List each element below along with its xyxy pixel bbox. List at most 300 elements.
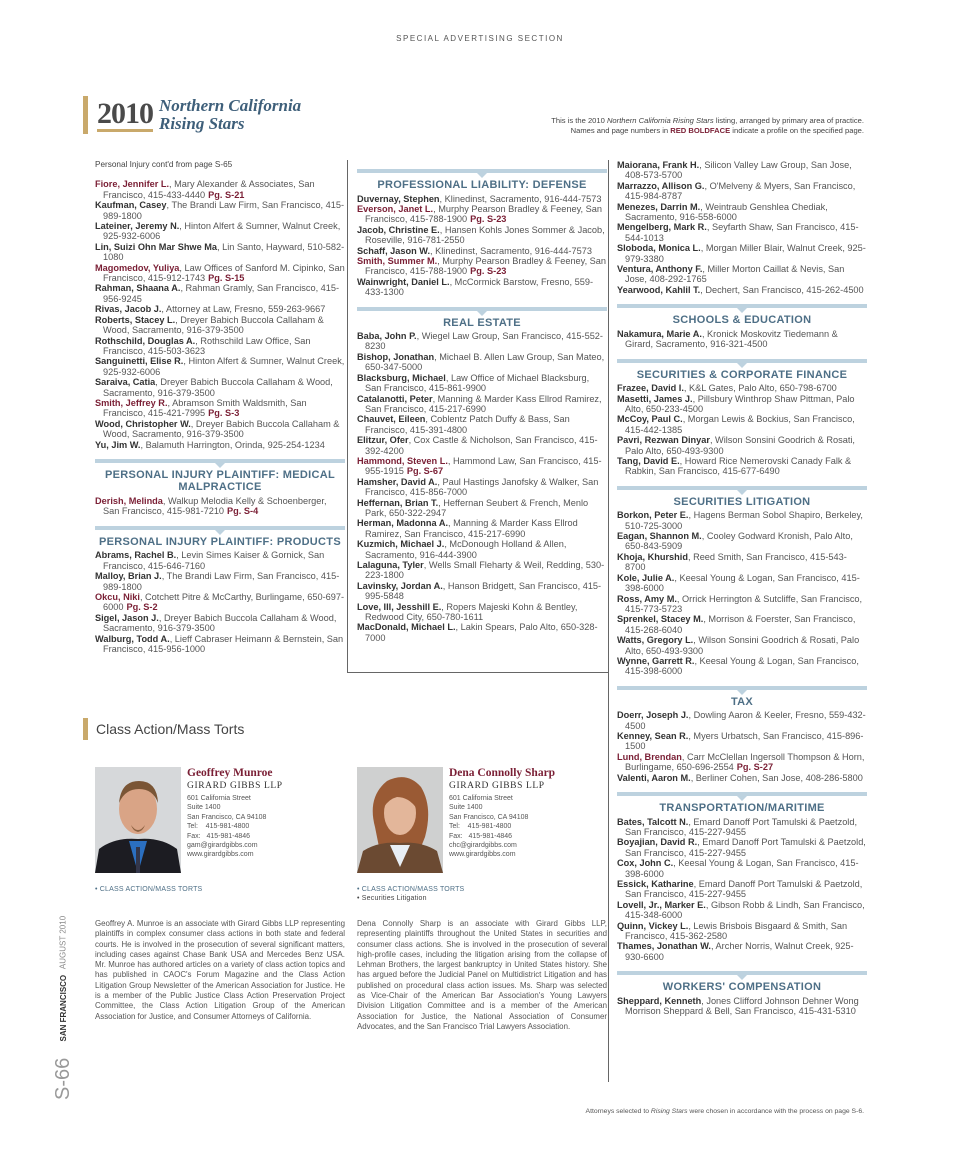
attorney-entry: Sloboda, Monica L., Morgan Miller Blair, Walnut Creek, 925-979-3380 <box>617 243 866 264</box>
website-link[interactable]: www.girardgibbs.com <box>187 851 254 859</box>
page-number: S-66 <box>52 1057 74 1100</box>
attorney-detail: Keesal Young & Logan, San Francisco, 415-398-6000 <box>625 655 859 677</box>
attorney-name: Kuzmich, Michael J. <box>357 539 445 550</box>
attorney-entry: Duvernay, Stephen, Klinedinst, Sacramento, 916-444-7573 <box>357 193 602 204</box>
attorney-entry: Sheppard, Kenneth, Jones Clifford Johnson Dehner Wong Morrison Sheppard & Bell, San Francisco, 415-431-5310 <box>617 995 859 1017</box>
column-divider <box>347 160 348 672</box>
attorney-entry: Yearwood, Kahlil T., Dechert, San Francisco, 415-262-4500 <box>617 284 864 295</box>
attorney-entry: Hammond, Steven L., Hammond Law, San Francisco, 415-955-1915 Pg. S-67 <box>357 455 602 477</box>
practice-tags: • CLASS ACTION/MASS TORTS • Securities Litigation <box>357 886 465 902</box>
attorney-detail: Wilson Sonsini Goodrich & Rosati, Palo Alto, 650-493-9300 <box>625 635 860 656</box>
attorney-detail: Manning & Marder Kass Ellrod Ramirez, San Francisco, 415-217-6990 <box>365 393 602 414</box>
attorney-entry: Lovell, Jr., Marker E., Gibson Robb & Lindh, San Francisco, 415-348-6000 <box>617 899 865 921</box>
attorney-entry: Blacksburg, Michael, Law Office of Michael Blacksburg, San Francisco, 415-861-9900 <box>357 372 590 394</box>
attorney-name: Fiore, Jennifer L. <box>95 179 170 190</box>
profile-page-ref[interactable]: Pg. S-23 <box>470 214 507 225</box>
profile-bio: Geoffrey A. Munroe is an associate with Girard Gibbs LLP representing plaintiffs in complex consumer class actions in both state and federal courts. He is involved in the prosecution of several significant matters, including cases against Chase Bank USA and Mercedes Benz USA. Mr. Munroe has authored articles on a variety of class action topics and has published in CAOC's Forum Magazine and the Class Action Litigation Group Newsletter of the American Association for Justice. He is a member of the Public Justice Class Action Preservation Project Committee, the Class Action Litigation Group of the American Association for Justice, and Consumer Attorneys of California. <box>95 919 345 1021</box>
attorney-detail: Reed Smith, San Francisco, 415-543-8700 <box>625 551 847 573</box>
attorney-name: Wood, Christopher W. <box>95 418 191 429</box>
section-rule <box>95 459 345 463</box>
attorney-name: Chauvet, Eileen <box>357 414 426 425</box>
attorney-entry: Watts, Gregory L., Wilson Sonsini Goodrich & Rosati, Palo Alto, 650-493-9300 <box>617 635 860 656</box>
footer-note: Attorneys selected to Rising Stars were chosen in accordance with the process on page S-6. <box>585 1108 864 1115</box>
attorney-name: Walburg, Todd A. <box>95 633 170 644</box>
attorney-entry: Sanguinetti, Elise R., Hinton Alfert & Sumner, Walnut Creek, 925-932-6006 <box>95 356 345 377</box>
attorney-detail: Silicon Valley Law Group, San Jose, 408-573-5700 <box>625 160 852 181</box>
firm-name: GIRARD GIBBS LLP <box>449 781 545 791</box>
attorney-detail: Hansen Kohls Jones Sommer & Jacob, Roseville, 916-781-2550 <box>365 224 605 246</box>
attorney-detail: Walkup Melodia Kelly & Schoenberger, San Francisco, 415-981-7210 <box>103 495 327 517</box>
attorney-detail: Hanson Bridgett, San Francisco, 415-995-5848 <box>365 580 602 602</box>
attorney-entry: Marrazzo, Allison G., O'Melveny & Myers, San Francisco, 415-984-8787 <box>617 180 856 202</box>
section-heading: SECURITIES LITIGATION <box>673 495 811 508</box>
attorney-name: Bishop, Jonathan <box>357 351 435 362</box>
practice-section <box>357 307 607 644</box>
attorney-name: Jacob, Christine E. <box>357 224 440 235</box>
attorney-detail: Keesal Young & Logan, San Francisco, 415-398-6000 <box>625 858 859 879</box>
attorney-name: Valenti, Aaron M. <box>617 772 691 783</box>
attorney-detail: Michael B. Allen Law Group, San Mateo, 650-347-5000 <box>365 351 605 373</box>
attorney-name: Blacksburg, Michael <box>357 372 446 383</box>
attorney-entry: Elitzur, Ofer, Cox Castle & Nicholson, San Francisco, 415-392-4200 <box>357 435 598 456</box>
attorney-name: Sprenkel, Stacey M. <box>617 614 704 625</box>
attorney-name: Abrams, Rachel B. <box>95 550 177 561</box>
practice-section <box>95 526 345 655</box>
attorney-entry: Quinn, Vickey L., Lewis Brisbois Bisgaard & Smith, San Francisco, 415-362-2580 <box>617 920 848 942</box>
firm-name: GIRARD GIBBS LLP <box>187 781 283 791</box>
attorney-name: Catalanotti, Peter <box>357 393 433 404</box>
attorney-entry: Essick, Katharine, Emard Danoff Port Tamulski & Paetzold, San Francisco, 415-227-9455 <box>617 879 863 900</box>
attorney-detail: Miller Morton Caillat & Nevis, San Jose, 408-292-1765 <box>625 264 845 285</box>
attorney-detail: Wiegel Law Group, San Francisco, 415-552-8230 <box>365 331 603 352</box>
attorney-entry: Mengelberg, Mark R., Seyfarth Shaw, San Francisco, 415-544-1013 <box>617 222 859 243</box>
attorney-entry: Smith, Jeffrey R., Abramson Smith Waldsmith, San Francisco, 415-421-7995 Pg. S-3 <box>95 397 307 419</box>
attorney-name: Kenney, Sean R. <box>617 731 689 742</box>
profile-name: Geoffrey Munroe <box>187 767 273 779</box>
gold-bar <box>83 718 88 740</box>
attorney-detail: McCormick Barstow, Fresno, 559-433-1300 <box>365 276 594 298</box>
attorney-entry: Maiorana, Frank H., Silicon Valley Law Group, San Jose, 408-573-5700 <box>617 160 852 181</box>
attorney-entry: MacDonald, Michael L., Lakin Spears, Palo Alto, 650-328-7000 <box>357 622 598 643</box>
attorney-name: Love, III, Jesshill E. <box>357 601 442 612</box>
attorney-name: Lund, Brendan <box>617 751 682 762</box>
attorney-name: Khoja, Khurshid <box>617 551 688 562</box>
section-rule <box>95 526 345 530</box>
attorney-detail: Klinedinst, Sacramento, 916-444-7573 <box>444 193 602 204</box>
attorney-name: Rivas, Jacob J. <box>95 304 162 315</box>
attorney-name: Bates, Talcott N. <box>617 816 689 827</box>
attorney-entry: Smith, Summer M., Murphy Pearson Bradley & Feeney, San Francisco, 415-788-1900 Pg. S-23 <box>357 255 607 277</box>
listing-column-3 <box>617 160 867 1017</box>
attorney-entry: Herman, Madonna A., Manning & Marder Kass Ellrod Ramirez, San Francisco, 415-217-6990 <box>357 518 578 539</box>
attorney-name: Everson, Janet L. <box>357 203 434 214</box>
attorney-entry: Bishop, Jonathan, Michael B. Allen Law Group, San Mateo, 650-347-5000 <box>357 351 605 373</box>
practice-section <box>617 486 867 677</box>
section-rule <box>617 686 867 690</box>
attorney-detail: Seyfarth Shaw, San Francisco, 415-544-1013 <box>625 222 859 243</box>
attorney-detail: Dechert, San Francisco, 415-262-4500 <box>705 284 864 295</box>
attorney-detail: Archer Norris, Walnut Creek, 925-930-6600 <box>625 941 854 962</box>
attorney-name: Tang, David E. <box>617 455 680 466</box>
attorney-entry: Roberts, Stacey L., Dreyer Babich Buccola Callaham & Wood, Sacramento, 916-379-3500 <box>95 314 324 336</box>
attorney-detail: Lieff Cabraser Heimann & Bernstein, San Francisco, 415-956-1000 <box>103 633 344 654</box>
attorney-entry: Boyajian, David R., Emard Danoff Port Tamulski & Paetzold, San Francisco, 415-227-9455 <box>617 837 866 858</box>
attorney-detail: Levin Simes Kaiser & Gornick, San Francisco, 415-646-7160 <box>103 550 325 571</box>
attorney-detail: Morgan Miller Blair, Walnut Creek, 925-979-3380 <box>625 243 866 264</box>
practice-section <box>617 304 867 349</box>
attorney-detail: Hinton Alfert & Sumner, Walnut Creek, 925-932-6006 <box>103 356 345 377</box>
section-rule <box>357 169 607 173</box>
attorney-entry: Nakamura, Marie A., Kronick Moskovitz Tiedemann & Girard, Sacramento, 916-321-4500 <box>617 328 838 350</box>
attorney-detail: Murphy Pearson Bradley & Feeney, San Francisco, 415-788-1900 <box>365 255 607 277</box>
listing-column-2 <box>357 160 607 643</box>
attorney-name: Quinn, Vickey L. <box>617 920 689 931</box>
publication-name: SAN FRANCISCO <box>58 974 68 1042</box>
attorney-detail: Pillsbury Winthrop Shaw Pittman, Palo Alto, 650-233-4500 <box>625 393 855 414</box>
attorney-name: Frazee, David I. <box>617 383 684 394</box>
attorney-name: McCoy, Paul C. <box>617 414 683 425</box>
continued-note: Personal Injury cont'd from page S-65 <box>95 160 233 169</box>
attorney-detail: Lewis Brisbois Bisgaard & Smith, San Francisco, 415-362-2580 <box>625 920 848 942</box>
attorney-name: Lavinsky, Jordan A. <box>357 580 443 591</box>
attorney-detail: Dowling Aaron & Keeler, Fresno, 559-432-4500 <box>625 710 866 731</box>
practice-section <box>95 179 345 450</box>
section-heading: SECURITIES & CORPORATE FINANCE <box>636 368 848 381</box>
attorney-detail: O'Melveny & Myers, San Francisco, 415-984-8787 <box>625 180 856 202</box>
attorney-entry: Malloy, Brian J., The Brandi Law Firm, San Francisco, 415-989-1800 <box>95 571 340 592</box>
attorney-name: Sloboda, Monica L. <box>617 243 701 254</box>
attorney-entry: Lavinsky, Jordan A., Hanson Bridgett, San Francisco, 415-995-5848 <box>357 580 602 602</box>
attorney-entry: Menezes, Darrin M., Weintraub Genshlea Chediak, Sacramento, 916-558-6000 <box>617 201 828 223</box>
attorney-name: Herman, Madonna A. <box>357 518 449 529</box>
practice-tags: • CLASS ACTION/MASS TORTS <box>95 886 203 893</box>
attorney-detail: Rahman Gramly, San Francisco, 415-956-9245 <box>103 283 340 304</box>
attorney-entry: Hamsher, David A., Paul Hastings Janofsky & Walker, San Francisco, 415-856-7000 <box>357 476 599 498</box>
class-action-section-title: Class Action/Mass Torts <box>83 718 244 740</box>
attorney-detail: Dreyer Babich Buccola Callaham & Wood, Sacramento, 916-379-3500 <box>103 314 324 336</box>
section-heading: PROFESSIONAL LIABILITY: DEFENSE <box>377 179 587 191</box>
attorney-entry: Lund, Brendan, Carr McClellan Ingersoll Thompson & Horn, Burlingame, 650-696-2554 Pg. S-27 <box>617 751 865 773</box>
attorney-name: Smith, Jeffrey R. <box>95 397 168 408</box>
attorney-entry: Lateiner, Jeremy N., Hinton Alfert & Sumner, Walnut Creek, 925-932-6006 <box>95 221 341 242</box>
attorney-name: Marrazzo, Allison G. <box>617 180 705 191</box>
attorney-name: Rothschild, Douglas A. <box>95 335 196 346</box>
attorney-detail: Gibson Robb & Lindh, San Francisco, 415-348-6000 <box>625 899 865 921</box>
attorney-name: Masetti, James J. <box>617 393 693 404</box>
contact-card: Geoffrey Munroe GIRARD GIBBS LLP 601 California Street Suite 1400 San Francisco, CA 94108 Tel: 415-981-4800 Fax: 415-981-4846 gam@girardgibbs.com www.girardgibbs.com <box>187 767 347 860</box>
section-rule <box>617 971 867 975</box>
attorney-name: Thames, Jonathan W. <box>617 941 711 952</box>
attorney-detail: Attorney at Law, Fresno, 559-263-9667 <box>166 304 326 315</box>
website-link[interactable]: www.girardgibbs.com <box>449 851 516 859</box>
attorney-detail: Kronick Moskovitz Tiedemann & Girard, Sacramento, 916-321-4500 <box>625 328 838 350</box>
attorney-entry: Heffernan, Brian T., Heffernan Seubert & French, Menlo Park, 650-322-2947 <box>357 497 589 518</box>
profile-name: Dena Connolly Sharp <box>449 767 556 779</box>
attorney-detail: Law Offices of Sanford M. Cipinko, San Francisco, 415-912-1743 <box>103 262 345 284</box>
attorney-name: Lin, Suizi Ohn Mar Shwe Ma <box>95 241 217 252</box>
attorney-detail: Klinedinst, Sacramento, 916-444-7573 <box>435 245 592 256</box>
attorney-detail: The Brandi Law Firm, San Francisco, 415-989-1800 <box>103 571 340 592</box>
profile-page-ref[interactable]: Pg. S-21 <box>208 189 245 200</box>
attorney-entry: Wynne, Garrett R., Keesal Young & Logan, San Francisco, 415-398-6000 <box>617 655 859 677</box>
attorney-entry: Valenti, Aaron M., Berliner Cohen, San Jose, 408-286-5800 <box>617 772 863 783</box>
attorney-name: Mengelberg, Mark R. <box>617 222 707 233</box>
practice-section <box>617 792 867 962</box>
attorney-name: Pavri, Rezwan Dinyar <box>617 435 710 446</box>
attorney-name: Hamsher, David A. <box>357 476 438 487</box>
practice-section <box>617 160 867 295</box>
attorney-entry: Ventura, Anthony F., Miller Morton Caillat & Nevis, San Jose, 408-292-1765 <box>617 264 845 285</box>
attorney-entry: Baba, John P., Wiegel Law Group, San Francisco, 415-552-8230 <box>357 331 603 352</box>
attorney-detail: Howard Rice Nemerovski Canady Falk & Rabkin, San Francisco, 415-677-6490 <box>625 455 852 477</box>
attorney-detail: Cox Castle & Nicholson, San Francisco, 415-392-4200 <box>365 435 598 456</box>
contact-card: Dena Connolly Sharp GIRARD GIBBS LLP 601 California Street Suite 1400 San Francisco, CA 94108 Tel: 415-981-4800 Fax: 415-981-4846 chc@girardgibbs.com www.girardgibbs.com <box>449 767 609 860</box>
attorney-entry: McCoy, Paul C., Morgan Lewis & Bockius, San Francisco, 415-442-1385 <box>617 414 855 435</box>
attorney-detail: Coblentz Patch Duffy & Bass, San Francisco, 415-391-4800 <box>365 414 570 435</box>
attorney-entry: Chauvet, Eileen, Coblentz Patch Duffy & Bass, San Francisco, 415-391-4800 <box>357 414 570 435</box>
attorney-detail: Balamuth Harrington, Orinda, 925-254-1234 <box>145 439 325 450</box>
practice-section <box>357 169 607 298</box>
attorney-entry: Wainwright, Daniel L., McCormick Barstow, Fresno, 559-433-1300 <box>357 276 594 298</box>
attorney-name: Rahman, Shaana A. <box>95 283 181 294</box>
attorney-detail: Abramson Smith Waldsmith, San Francisco, 415-421-7995 <box>103 397 307 419</box>
attorney-name: Sigel, Jason J. <box>95 612 159 623</box>
attorney-name: Boyajian, David R. <box>617 837 698 848</box>
attorney-detail: McDonough Holland & Allen, Sacramento, 916-444-3900 <box>365 539 567 560</box>
attorney-entry: Tang, David E., Howard Rice Nemerovski Canady Falk & Rabkin, San Francisco, 415-677-6490 <box>617 455 852 477</box>
attorney-name: Roberts, Stacey L. <box>95 314 176 325</box>
attorney-detail: Dreyer Babich Buccola Callaham & Wood, Sacramento, 916-379-3500 <box>103 418 340 440</box>
logo-title-line2: Rising Stars <box>159 114 245 133</box>
attorney-entry: Borkon, Peter E., Hagens Berman Sobol Shapiro, Berkeley, 510-725-3000 <box>617 510 863 531</box>
attorney-entry: Frazee, David I., K&L Gates, Palo Alto, 650-798-6700 <box>617 383 837 394</box>
attorney-name: Ross, Amy M. <box>617 593 677 604</box>
attorney-name: Duvernay, Stephen <box>357 193 440 204</box>
attorney-detail: Carr McClellan Ingersoll Thompson & Horn, Burlingame, 650-696-2554 <box>625 751 865 773</box>
attorney-entry: Lin, Suizi Ohn Mar Shwe Ma, Lin Santo, Hayward, 510-582-1080 <box>95 241 345 263</box>
attorney-name: Sheppard, Kenneth <box>617 995 702 1006</box>
attorney-entry: Masetti, James J., Pillsbury Winthrop Shaw Pittman, Palo Alto, 650-233-4500 <box>617 393 855 414</box>
attorney-entry: Thames, Jonathan W., Archer Norris, Walnut Creek, 925-930-6600 <box>617 941 854 962</box>
attorney-detail: Lin Santo, Hayward, 510-582-1080 <box>103 241 345 263</box>
attorney-detail: Emard Danoff Port Tamulski & Paetzold, San Francisco, 415-227-9455 <box>625 816 858 837</box>
attorney-name: Yearwood, Kahlil T. <box>617 284 701 295</box>
attorney-detail: Keesal Young & Logan, San Francisco, 415-398-6000 <box>625 572 860 594</box>
attorney-entry: Pavri, Rezwan Dinyar, Wilson Sonsini Goodrich & Rosati, Palo Alto, 650-493-9300 <box>617 435 855 456</box>
section-heading: WORKERS' COMPENSATION <box>662 981 822 994</box>
attorney-entry: Okcu, Niki, Cotchett Pitre & McCarthy, Burlingame, 650-697-6000 Pg. S-2 <box>95 591 345 613</box>
attorney-entry: Rothschild, Douglas A., Rothschild Law Office, San Francisco, 415-503-3623 <box>95 335 311 356</box>
rising-stars-logo <box>83 96 301 134</box>
attorney-entry: Bates, Talcott N., Emard Danoff Port Tamulski & Paetzold, San Francisco, 415-227-9455 <box>617 816 858 837</box>
attorney-detail: Weintraub Genshlea Chediak, Sacramento, 916-558-6000 <box>625 201 828 223</box>
attorney-detail: Paul Hastings Janofsky & Walker, San Francisco, 415-856-7000 <box>365 476 599 498</box>
attorney-name: Watts, Gregory L. <box>617 635 694 646</box>
column-divider <box>608 160 609 1082</box>
practice-section <box>617 971 867 1016</box>
practice-section <box>617 686 867 783</box>
attorney-name: Eagan, Shannon M. <box>617 531 702 542</box>
profile-page-ref[interactable]: Pg. S-67 <box>406 466 444 477</box>
attorney-name: Saraiva, Catia <box>95 377 156 388</box>
email-link[interactable]: chc@girardgibbs.com <box>449 842 517 850</box>
attorney-name: Wynne, Garrett R. <box>617 655 695 666</box>
listing-column-1 <box>95 160 345 654</box>
attorney-entry: Rahman, Shaana A., Rahman Gramly, San Francisco, 415-956-9245 <box>95 283 340 304</box>
attorney-detail: Myers Urbatsch, San Francisco, 415-896-1500 <box>625 731 864 752</box>
profile-page-ref[interactable]: Pg. S-15 <box>208 273 245 284</box>
attorney-name: Maiorana, Frank H. <box>617 160 700 170</box>
page-sidebar <box>52 916 75 1100</box>
section-heading: PERSONAL INJURY PLAINTIFF: MEDICAL MALPRACTICE <box>104 468 335 494</box>
profile-page-ref[interactable]: Pg. S-3 <box>208 408 240 419</box>
section-divider <box>347 672 609 673</box>
section-rule <box>617 792 867 796</box>
attorney-detail: The Brandi Law Firm, San Francisco, 415-989-1800 <box>103 200 345 221</box>
section-heading: TRANSPORTATION/MARITIME <box>659 802 825 815</box>
attorney-entry: Kole, Julie A., Keesal Young & Logan, San Francisco, 415-398-6000 <box>617 572 860 594</box>
profile-page-ref[interactable]: Pg. S-23 <box>470 266 507 277</box>
attorney-entry: Sigel, Jason J., Dreyer Babich Buccola Callaham & Wood, Sacramento, 916-379-3500 <box>95 612 337 634</box>
logo-year: 2010 <box>97 96 153 130</box>
attorney-entry: Khoja, Khurshid, Reed Smith, San Francisco, 415-543-8700 <box>617 551 847 573</box>
attorney-detail: Emard Danoff Port Tamulski & Paetzold, San Francisco, 415-227-9455 <box>625 879 863 900</box>
attorney-name: Derish, Melinda <box>95 495 163 506</box>
attorney-detail: Murphy Pearson Bradley & Feeney, San Francisco, 415-788-1900 <box>365 203 602 225</box>
attorney-name: Kole, Julie A. <box>617 572 675 583</box>
email-link[interactable]: gam@girardgibbs.com <box>187 842 258 850</box>
attorney-entry: Wood, Christopher W., Dreyer Babich Buccola Callaham & Wood, Sacramento, 916-379-3500 <box>95 418 340 440</box>
section-rule <box>617 304 867 308</box>
attorney-entry: Magomedov, Yuliya, Law Offices of Sanford M. Cipinko, San Francisco, 415-912-1743 Pg. S-15 <box>95 262 345 284</box>
profile-bio: Dena Connolly Sharp is an associate with Girard Gibbs LLP, representing plaintiffs throughout the United States in securities and consumer class actions. She is involved in the prosecution of several high-profile cases, including the litigation arising from the collapse of Lehman Brothers, the largest bankruptcy in United States history. She has argued before the Judicial Panel on Multidistrict Litigation and has published on procedural class action issues. Ms. Sharp was selected as Vice-Chair of the American Bar Association's Young Lawyers Division Litigation Committee and is a member of the American Association for Justice, the National Association of Consumer Advocates, and the San Francisco Trial Lawyers Association. <box>357 919 607 1031</box>
attorney-name: MacDonald, Michael L. <box>357 622 456 633</box>
attorney-name: Lalaguna, Tyler <box>357 560 424 570</box>
attorney-entry: Cox, John C., Keesal Young & Logan, San Francisco, 415-398-6000 <box>617 858 859 879</box>
section-rule <box>357 307 607 311</box>
attorney-entry: Schaff, Jason W., Klinedinst, Sacramento, 916-444-7573 <box>357 245 592 256</box>
profile-page-ref[interactable]: Pg. S-27 <box>736 762 774 773</box>
attorney-detail: Jones Clifford Johnson Dehner Wong Morrison Sheppard & Bell, San Francisco, 415-431-5310 <box>625 995 859 1017</box>
attorney-detail: Ropers Majeski Kohn & Bentley, Redwood City, 650-780-1611 <box>365 601 578 623</box>
attorney-entry: Kuzmich, Michael J., McDonough Holland & Allen, Sacramento, 916-444-3900 <box>357 539 567 560</box>
attorney-entry: Eagan, Shannon M., Cooley Godward Kronish, Palo Alto, 650-843-5909 <box>617 531 853 552</box>
attorney-detail: Lakin Spears, Palo Alto, 650-328-7000 <box>365 622 598 643</box>
attorney-detail: Manning & Marder Kass Ellrod Ramirez, San Francisco, 415-217-6990 <box>365 518 578 539</box>
logo-title-line1: Northern California <box>159 96 302 115</box>
attorney-name: Schaff, Jason W. <box>357 245 431 256</box>
attorney-name: Kaufman, Casey <box>95 200 167 211</box>
attorney-detail: Law Office of Michael Blacksburg, San Francisco, 415-861-9900 <box>365 372 590 394</box>
attorney-entry: Yu, Jim W., Balamuth Harrington, Orinda, 925-254-1234 <box>95 439 325 450</box>
attorney-entry: Jacob, Christine E., Hansen Kohls Jones Sommer & Jacob, Roseville, 916-781-2550 <box>357 224 605 246</box>
section-rule <box>617 359 867 363</box>
attorney-entry: Kenney, Sean R., Myers Urbatsch, San Francisco, 415-896-1500 <box>617 731 864 752</box>
attorney-entry: Everson, Janet L., Murphy Pearson Bradley & Feeney, San Francisco, 415-788-1900 Pg. S-23 <box>357 203 602 225</box>
attorney-entry: Lalaguna, Tyler, Wells Small Fleharty & Weil, Redding, 530-223-1800 <box>357 560 605 581</box>
attorney-entry: Ross, Amy M., Orrick Herrington & Sutcliffe, San Francisco, 415-773-5723 <box>617 593 863 614</box>
attorney-name: Ventura, Anthony F. <box>617 264 703 275</box>
profile-page-ref[interactable]: Pg. S-4 <box>227 506 259 517</box>
attorney-detail: Mary Alexander & Associates, San Francisco, 415-433-4440 <box>103 179 315 200</box>
practice-section <box>95 459 345 517</box>
attorney-photo <box>357 767 443 873</box>
attorney-detail: Rothschild Law Office, San Francisco, 415-503-3623 <box>103 335 311 356</box>
section-heading: TAX <box>730 695 754 708</box>
attorney-detail: Hagens Berman Sobol Shapiro, Berkeley, 510-725-3000 <box>625 510 863 531</box>
attorney-entry: Saraiva, Catia, Dreyer Babich Buccola Callaham & Wood, Sacramento, 916-379-3500 <box>95 377 333 398</box>
attorney-entry: Kaufman, Casey, The Brandi Law Firm, San Francisco, 415-989-1800 <box>95 200 345 221</box>
attorney-detail: Wells Small Fleharty & Weil, Redding, 530-223-1800 <box>365 560 605 581</box>
attorney-entry: Love, III, Jesshill E., Ropers Majeski Kohn & Bentley, Redwood City, 650-780-1611 <box>357 601 578 623</box>
attorney-name: Yu, Jim W. <box>95 439 141 450</box>
attorney-name: Nakamura, Marie A. <box>617 328 702 339</box>
attorney-detail: Cotchett Pitre & McCarthy, Burlingame, 650-697-6000 <box>103 591 345 613</box>
attorney-entry: Abrams, Rachel B., Levin Simes Kaiser & Gornick, San Francisco, 415-646-7160 <box>95 550 325 571</box>
attorney-name: Lovell, Jr., Marker E. <box>617 899 706 910</box>
attorney-name: Baba, John P. <box>357 331 417 342</box>
attorney-detail: Morrison & Foerster, San Francisco, 415-268-6040 <box>625 614 856 635</box>
attorney-entry: Sprenkel, Stacey M., Morrison & Foerster, San Francisco, 415-268-6040 <box>617 614 856 635</box>
attorney-name: Wainwright, Daniel L. <box>357 276 450 287</box>
section-rule <box>617 486 867 490</box>
attorney-detail: Morgan Lewis & Bockius, San Francisco, 415-442-1385 <box>625 414 855 435</box>
attorney-entry: Walburg, Todd A., Lieff Cabraser Heimann & Bernstein, San Francisco, 415-956-1000 <box>95 633 344 654</box>
logo-title <box>159 97 301 133</box>
attorney-photo <box>95 767 181 873</box>
attorney-name: Heffernan, Brian T. <box>357 497 439 508</box>
attorney-detail: Hammond Law, San Francisco, 415-955-1915 <box>365 455 602 477</box>
attorney-entry: Fiore, Jennifer L., Mary Alexander & Associates, San Francisco, 415-433-4440 Pg. S-21 <box>95 179 315 200</box>
attorney-detail: K&L Gates, Palo Alto, 650-798-6700 <box>689 383 837 394</box>
section-heading: PERSONAL INJURY PLAINTIFF: PRODUCTS <box>99 535 341 548</box>
section-label: SPECIAL ADVERTISING SECTION <box>396 34 564 43</box>
section-heading: SCHOOLS & EDUCATION <box>672 314 812 327</box>
attorney-detail: Orrick Herrington & Sutcliffe, San Francisco, 415-773-5723 <box>625 593 863 614</box>
attorney-name: Cox, John C. <box>617 858 674 869</box>
attorney-entry: Derish, Melinda, Walkup Melodia Kelly & Schoenberger, San Francisco, 415-981-7210 Pg. S-4 <box>95 495 327 517</box>
attorney-name: Malloy, Brian J. <box>95 571 162 582</box>
attorney-name: Okcu, Niki <box>95 591 140 602</box>
attorney-name: Magomedov, Yuliya <box>95 262 180 273</box>
attorney-name: Smith, Summer M. <box>357 255 438 266</box>
attorney-detail: Hinton Alfert & Sumner, Walnut Creek, 925-932-6006 <box>103 221 341 242</box>
section-heading: REAL ESTATE <box>443 316 521 329</box>
attorney-detail: Cooley Godward Kronish, Palo Alto, 650-843-5909 <box>625 531 853 552</box>
gold-bar <box>83 96 88 134</box>
attorney-entry: Catalanotti, Peter, Manning & Marder Kass Ellrod Ramirez, San Francisco, 415-217-6990 <box>357 393 602 414</box>
profile-page-ref[interactable]: Pg. S-2 <box>126 602 158 613</box>
attorney-detail: Wilson Sonsini Goodrich & Rosati, Palo Alto, 650-493-9300 <box>625 435 855 456</box>
attorney-name: Borkon, Peter E. <box>617 510 689 521</box>
issue-date: AUGUST 2010 <box>58 915 68 970</box>
practice-section <box>617 359 867 477</box>
attorney-name: Sanguinetti, Elise R. <box>95 356 184 367</box>
attorney-name: Elitzur, Ofer <box>357 435 409 446</box>
intro-text: This is the 2010 Northern California Rising Stars listing, arranged by primary area of practice. Names and page numbers in RED BOLDFACE indicate a profile on the specified page. <box>551 116 864 135</box>
attorney-detail: Emard Danoff Port Tamulski & Paetzold, San Francisco, 415-227-9455 <box>625 837 866 858</box>
attorney-name: Doerr, Joseph J. <box>617 710 689 721</box>
attorney-detail: Dreyer Babich Buccola Callaham & Wood, Sacramento, 916-379-3500 <box>103 377 333 398</box>
attorney-entry: Doerr, Joseph J., Dowling Aaron & Keeler, Fresno, 559-432-4500 <box>617 710 866 731</box>
attorney-name: Hammond, Steven L. <box>357 455 448 466</box>
attorney-detail: Berliner Cohen, San Jose, 408-286-5800 <box>695 772 863 783</box>
attorney-entry: Rivas, Jacob J., Attorney at Law, Fresno, 559-263-9667 <box>95 304 326 315</box>
attorney-name: Lateiner, Jeremy N. <box>95 221 180 232</box>
attorney-detail: Dreyer Babich Buccola Callaham & Wood, Sacramento, 916-379-3500 <box>103 612 337 634</box>
attorney-name: Essick, Katharine <box>617 879 694 890</box>
attorney-name: Menezes, Darrin M. <box>617 201 701 212</box>
